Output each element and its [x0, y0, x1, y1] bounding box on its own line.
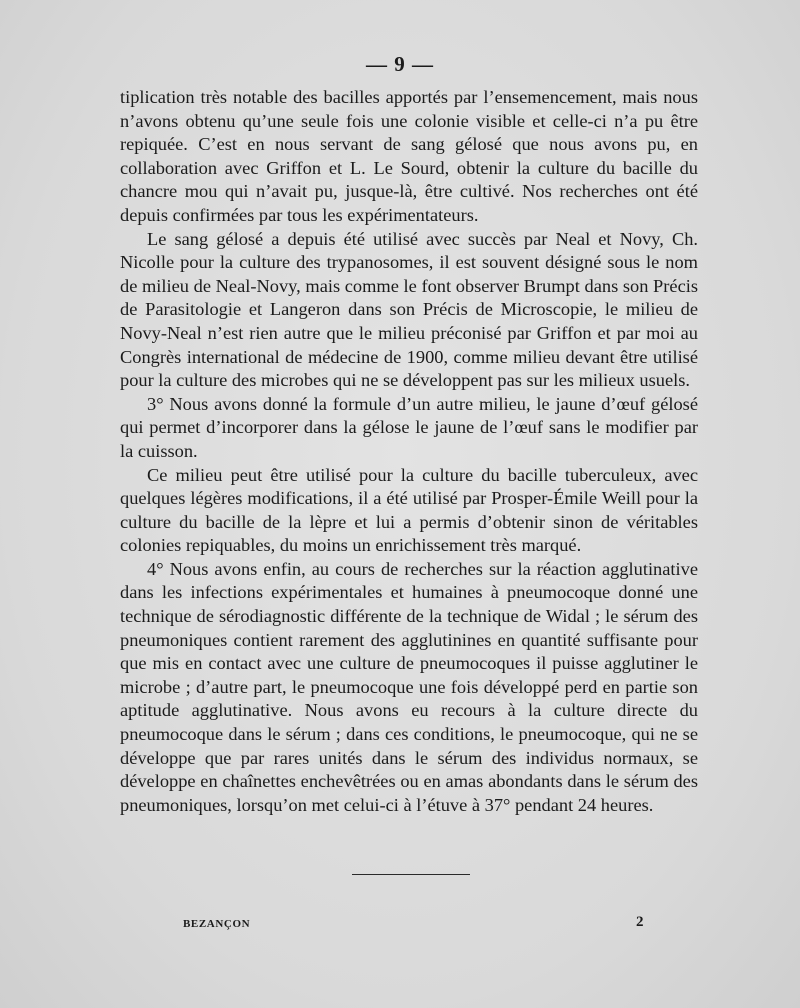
- section-divider: [352, 874, 470, 875]
- paragraph-bacille-tuberculeux: Ce milieu peut être utilisé pour la culture du bacille tuberculeux, avec quelques légères modifications, il a été utilisé par Prosper-Émile Weill pour la culture du bacille de la lèpre et lui a permis d’obtenir sinon de véritables colonies repiquables, du moins un enrichissement très marqué.: [120, 464, 698, 556]
- paragraph-jaune-oeuf: 3° Nous avons donné la formule d’un autre milieu, le jaune d’œuf gélosé qui permet d’incorporer dans la gélose le jaune de l’œuf sans le modifier par la cuisson.: [120, 393, 698, 461]
- paragraph-sang-gelose: Le sang gélosé a depuis été utilisé avec succès par Neal et Novy, Ch. Nicolle pour la culture des trypanosomes, il est souvent désigné sous le nom de milieu de Neal-Novy, mais comme le font observer Brumpt dans son Précis de Parasitologie et Langeron dans son Précis de Microscopie, le milieu de Novy-Neal n’est rien autre que le milieu préconisé par Griffon et par moi au Congrès international de médecine de 1900, comme milieu devant être utilisé pour la culture des microbes qui ne se développent pas sur les milieux usuels.: [120, 228, 698, 391]
- paragraph-continuation: tiplication très notable des bacilles apportés par l’ensemencement, mais nous n’avons obtenu qu’une seule fois une colonie visible et celle-ci n’a pu être repiquée. C’est en nous servant de sang gélosé que nous avons pu, en collaboration avec Griffon et L. Le Sourd, obtenir la culture du bacille du chancre mou qui n’avait pu, jusque-là, être cultivé. Nos recherches ont été depuis confirmées par tous les expérimentateurs.: [120, 87, 698, 225]
- body-text: [120, 86, 698, 817]
- printer-signature: BEZANÇON: [183, 918, 251, 930]
- paragraph-pneumocoque: 4° Nous avons enfin, au cours de recherches sur la réaction agglutinative dans les infections expérimentales et humaines à pneumocoque donné une technique de sérodiagnostic différente de la technique de Widal ; le sérum des pneumoniques contient rarement des agglutinines en quantité suffisante pour que mis en contact avec une culture de pneumocoques il puisse agglutiner le microbe ; d’autre part, le pneumocoque une fois développé perd en partie son aptitude agglutinative. Nous avons eu recours à la culture directe du pneumocoque dans le sérum ; dans ces conditions, le pneumocoque, qui ne se développe que par rares unités dans le sérum des individus normaux, se développe en chaînettes enchevêtrées ou en amas abondants dans le sérum des pneumoniques, lorsqu’on met celui-ci à l’étuve à 37° pendant 24 heures.: [120, 558, 698, 815]
- sheet-number: 2: [636, 914, 644, 930]
- page-number: — 9 —: [366, 52, 434, 76]
